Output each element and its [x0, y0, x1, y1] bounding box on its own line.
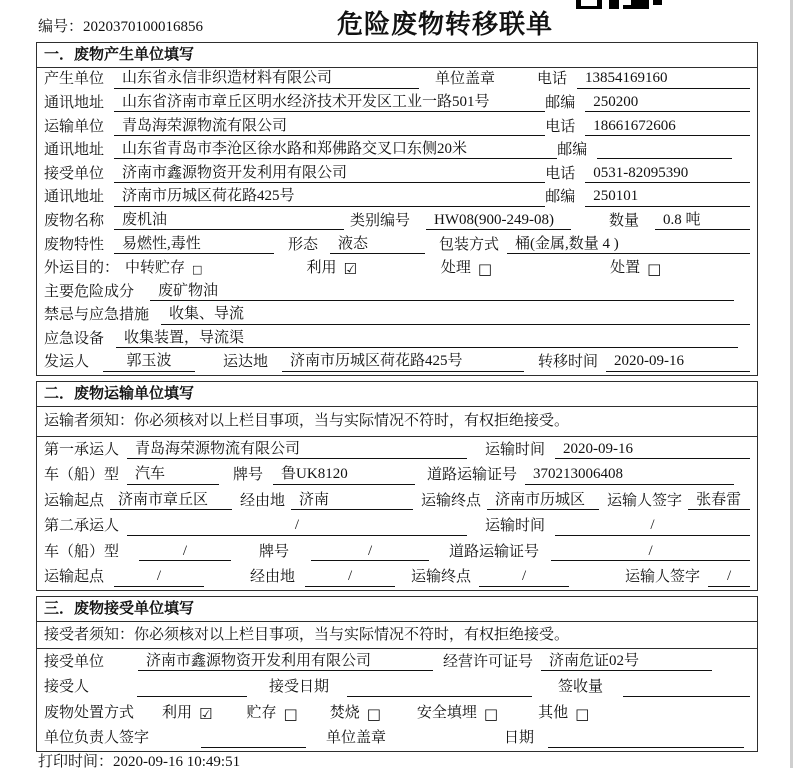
row-carrier2: [37, 513, 757, 539]
producer-address-value: 山东省济南市章丘区明水经济技术开发区工业一路501号: [114, 94, 545, 112]
row-waste-traits: [37, 233, 757, 257]
route2-end-value: /: [479, 568, 569, 586]
waste-category-value: HW08(900-249-08): [426, 212, 571, 230]
accept-date-label: 接受日期: [269, 679, 330, 696]
transporter-label: 运输单位: [44, 118, 105, 135]
receiver-address-label: 通讯地址: [44, 189, 105, 206]
waste-quantity-label: 数量: [609, 212, 640, 229]
carrier1-label: 第一承运人: [44, 441, 120, 458]
row-route2: [37, 564, 757, 590]
receiver-label: 接受单位: [44, 165, 105, 182]
row-vehicle1: [37, 462, 757, 488]
equipment-label: 应急设备: [44, 330, 105, 347]
waste-category-label: 类别编号: [350, 212, 411, 229]
permit2-label: 道路运输证号: [449, 543, 540, 560]
route2-end-label: 运输终点: [411, 569, 472, 586]
page-edge-divider: [790, 0, 793, 768]
vehicle2-label: 车（船）型: [44, 543, 120, 560]
purpose-option-dispose: 处置 □: [610, 259, 662, 278]
producer-value: 山东省永信非织造材料有限公司: [114, 70, 419, 88]
transfer-time-label: 转移时间: [538, 354, 599, 371]
carrier1-time-label: 运输时间: [484, 441, 545, 458]
permit1-label: 道路运输证号: [427, 467, 518, 484]
transporter-address-label: 通讯地址: [44, 142, 105, 159]
purpose-option-utilize: 利用 ☑: [306, 259, 357, 278]
carrier2-time-label: 运输时间: [484, 518, 545, 535]
row-signoff: [37, 725, 757, 751]
waste-quantity-value: 0.8 吨: [655, 212, 750, 230]
row-transporter: [37, 115, 757, 139]
disposal-label: 废物处置方式: [44, 704, 135, 721]
contraindication-value: 收集、导流: [161, 306, 750, 324]
row-disposal: [37, 700, 757, 726]
receiver-value: 济南市鑫源物资开发利用有限公司: [114, 165, 545, 183]
checkbox-checked-icon: ☑: [199, 704, 213, 723]
checkbox-icon: □: [575, 704, 590, 723]
row-contraindication: [37, 304, 757, 328]
producer-phone-label: 电话: [537, 71, 568, 88]
route2-start-value: /: [114, 568, 204, 586]
section3-title: 三．废物接受单位填写: [37, 597, 757, 622]
transporter-phone-label: 电话: [545, 118, 576, 135]
manifest-form: [36, 42, 758, 752]
row-route1: [37, 488, 757, 514]
route2-sign-label: 运输人签字: [625, 569, 701, 586]
acceptor-value: [137, 680, 247, 697]
disposal-option-landfill: 安全填埋 □: [416, 704, 499, 723]
waste-traits-label: 废物特性: [44, 236, 105, 253]
disposal-option-other: 其他 □: [538, 704, 590, 723]
row-producer: [37, 68, 757, 92]
row-waste-name: [37, 210, 757, 234]
signed-amount-value: [623, 680, 750, 697]
receiver-phone-label: 电话: [545, 165, 576, 182]
receiver-zip-label: 邮编: [545, 189, 576, 206]
carrier2-label: 第二承运人: [44, 518, 120, 535]
transporter-value: 青岛海荣源物流有限公司: [114, 118, 545, 136]
transporter-address-value: 山东省青岛市李沧区徐水路和郑佛路交叉口东侧20米: [114, 141, 557, 159]
signoff-label: 单位负责人签字: [44, 730, 150, 747]
row-acceptor: [37, 674, 757, 700]
signoff-date-line: [548, 731, 744, 748]
row-receiver: [37, 162, 757, 186]
business-permit-label: 经营许可证号: [443, 653, 534, 670]
checkbox-icon: □: [647, 259, 662, 278]
transfer-time-value: 2020-09-16: [606, 353, 750, 371]
acceptor-label: 接受人: [44, 679, 90, 696]
producer-phone-value: 13854169160: [577, 70, 750, 88]
destination-value: 济南市历城区荷花路425号: [282, 353, 524, 371]
permit2-value: /: [551, 543, 750, 561]
plate1-label: 牌号: [233, 467, 264, 484]
disposal-option-store: 贮存 □: [246, 704, 298, 723]
transporter-zip-label: 邮编: [557, 142, 588, 159]
destination-label: 运达地: [223, 354, 269, 371]
route2-start-label: 运输起点: [44, 569, 105, 586]
plate2-value: /: [311, 543, 429, 561]
route1-start-value: 济南市章丘区: [110, 492, 232, 510]
print-time-value: 2020-09-16 10:49:51: [113, 754, 241, 770]
checkbox-icon: □: [477, 259, 493, 278]
serial-label: 编号：: [38, 19, 84, 35]
contraindication-label: 禁忌与应急措施: [44, 307, 150, 324]
receive-unit-value: 济南市鑫源物资开发利用有限公司: [138, 653, 433, 671]
row-dispatch: [37, 351, 757, 375]
checkbox-icon: □: [483, 704, 499, 723]
route1-end-label: 运输终点: [421, 492, 482, 509]
producer-zip-value: 250200: [585, 94, 750, 112]
signoff-seal-label: 单位盖章: [326, 730, 387, 747]
route1-end-value: 济南市历城区: [487, 492, 599, 510]
disposal-option-utilize: 利用 ☑: [162, 704, 213, 723]
packing-label: 包装方式: [439, 236, 500, 253]
producer-zip-label: 邮编: [545, 94, 576, 111]
row-purpose: [37, 257, 757, 281]
serial-value: 2020370100016856: [83, 19, 204, 35]
seal-label: 单位盖章: [435, 71, 496, 88]
row-receiver-address: [37, 186, 757, 210]
purpose-label: 外运目的：: [44, 260, 120, 277]
section-receive: [36, 596, 758, 752]
signoff-date-label: 日期: [504, 730, 535, 747]
row-carrier1: [37, 437, 757, 463]
waste-form-value: 液态: [330, 236, 425, 254]
route1-start-label: 运输起点: [44, 492, 105, 509]
carrier1-value: 青岛海荣源物流有限公司: [127, 441, 467, 459]
carrier2-value: /: [127, 517, 467, 535]
purpose-option-treat: 处理 □: [440, 259, 493, 278]
receiver-address-value: 济南市历城区荷花路425号: [114, 188, 545, 206]
section1-title: 一．废物产生单位填写: [37, 43, 757, 68]
route1-sign-label: 运输人签字: [607, 492, 683, 509]
producer-label: 产生单位: [44, 71, 105, 88]
dispatcher-label: 发运人: [44, 354, 90, 371]
page-title: 危险废物转移联单: [336, 10, 553, 39]
business-permit-value: 济南危证02号: [541, 653, 712, 671]
row-receive-unit: [37, 649, 757, 675]
plate2-label: 牌号: [259, 543, 290, 560]
section-transport: [36, 381, 758, 591]
accept-date-value: [347, 680, 532, 697]
dispatcher-value: 郭玉波: [103, 353, 195, 371]
receive-notice: 接受者须知：你必须核对以上栏目事项，当与实际情况不符时，有权拒绝接受。: [37, 622, 757, 649]
disposal-option-incinerate: 焚烧 □: [329, 704, 381, 723]
signoff-signature-line: [201, 731, 306, 748]
transport-notice: 运输者须知：你必须核对以上栏目事项，当与实际情况不符时，有权拒绝接受。: [37, 407, 757, 437]
route2-via-value: /: [305, 568, 395, 586]
producer-address-label: 通讯地址: [44, 94, 105, 111]
waste-traits-value: 易燃性,毒性: [114, 236, 274, 254]
receive-unit-label: 接受单位: [44, 653, 105, 670]
route1-via-value: 济南: [291, 492, 413, 510]
permit1-value: 370213006408: [525, 466, 734, 484]
carrier1-time-value: 2020-09-16: [555, 441, 750, 459]
waste-name-label: 废物名称: [44, 212, 105, 229]
section-producer: [36, 42, 758, 376]
route1-sign-value: 张春雷: [688, 492, 750, 510]
route1-via-label: 经由地: [240, 492, 286, 509]
receiver-zip-value: 250101: [585, 188, 750, 206]
row-hazard: [37, 280, 757, 304]
carrier2-time-value: /: [555, 517, 750, 535]
row-producer-address: [37, 92, 757, 116]
row-transporter-address: [37, 139, 757, 163]
hazard-label: 主要危险成分: [44, 283, 135, 300]
waste-form-label: 形态: [288, 236, 319, 253]
checkbox-icon: □: [283, 704, 298, 723]
receiver-phone-value: 0531-82095390: [585, 165, 750, 183]
vehicle2-value: /: [139, 543, 231, 561]
purpose-option-transfer: 中转贮存 □: [125, 260, 203, 277]
row-equipment: [37, 328, 757, 352]
transporter-phone-value: 18661672606: [585, 118, 750, 136]
hazard-value: 废矿物油: [150, 283, 734, 301]
packing-value: 桶(金属,数量 4 ): [507, 236, 750, 254]
checkbox-checked-icon: ☑: [343, 259, 357, 278]
serial-number: [38, 15, 203, 36]
checkbox-icon: □: [192, 262, 203, 276]
vehicle1-value: 汽车: [127, 466, 219, 484]
equipment-value: 收集装置，导流渠: [116, 330, 738, 348]
route2-via-label: 经由地: [250, 569, 296, 586]
plate1-value: 鲁UK8120: [273, 466, 415, 484]
checkbox-icon: □: [366, 704, 381, 723]
vehicle1-label: 车（船）型: [44, 467, 120, 484]
qr-code-fragment: [576, 0, 666, 9]
route2-sign-value: /: [708, 568, 750, 586]
row-vehicle2: [37, 539, 757, 565]
print-time-label: 打印时间：: [38, 754, 114, 770]
signed-amount-label: 签收量: [558, 679, 604, 696]
waste-name-value: 废机油: [114, 212, 344, 230]
section2-title: 二．废物运输单位填写: [37, 382, 757, 407]
transporter-zip-value: [597, 142, 732, 159]
